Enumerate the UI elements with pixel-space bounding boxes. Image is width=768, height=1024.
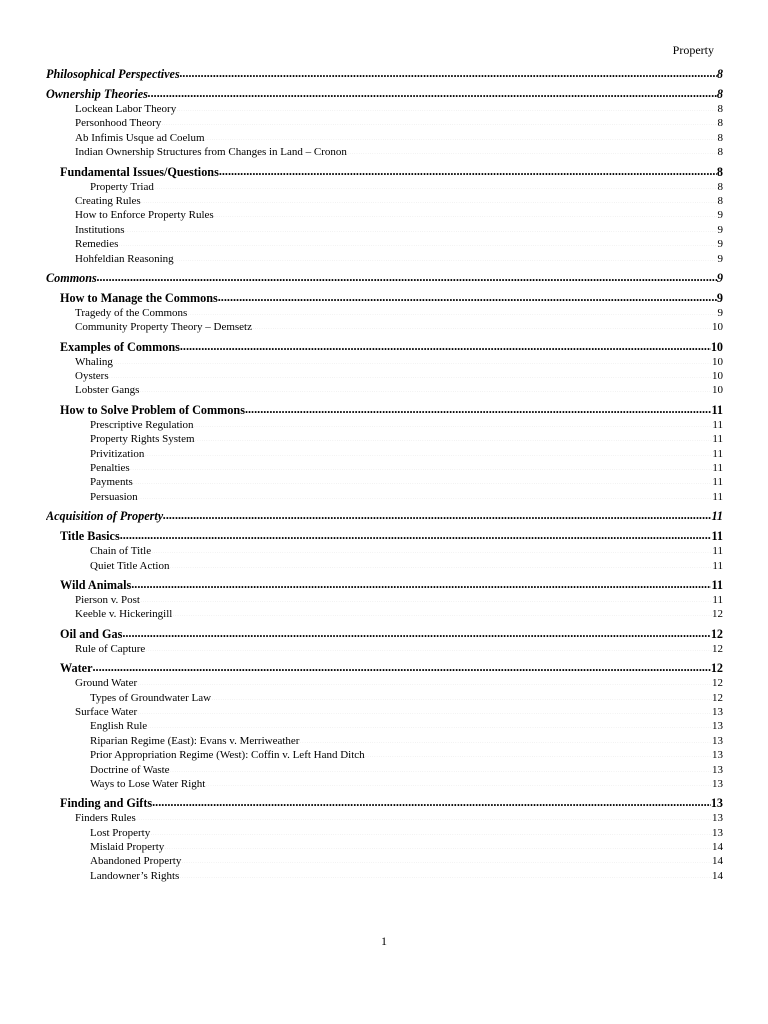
toc-entry-title: Wild Animals (60, 577, 132, 592)
toc-entry-page: 11 (712, 433, 723, 446)
toc-entry[interactable] (46, 339, 723, 355)
toc-entry-page: 11 (711, 509, 723, 524)
toc-entry-page: 8 (717, 131, 723, 144)
toc-entry-title: Oysters (75, 370, 109, 383)
toc-entry-page: 13 (712, 749, 723, 762)
toc-entry-title: Whaling (75, 355, 113, 368)
dot-leader (138, 490, 713, 499)
toc-entry[interactable] (46, 270, 723, 286)
dot-leader (139, 383, 712, 392)
toc-entry-title: Finders Rules (75, 812, 136, 825)
dot-leader (93, 660, 711, 671)
dot-leader (252, 320, 712, 329)
toc-entry-page: 11 (712, 545, 723, 558)
toc-entry[interactable] (46, 544, 723, 558)
dot-leader (137, 676, 712, 685)
page-number: 1 (381, 934, 387, 948)
toc-entry[interactable] (46, 102, 723, 116)
dot-leader (122, 626, 711, 637)
toc-entry[interactable] (46, 252, 723, 266)
toc-entry[interactable] (46, 559, 723, 573)
toc-entry-title: Hohfeldian Reasoning (75, 252, 174, 265)
toc-entry-title: Persuasion (90, 490, 138, 503)
dot-leader (164, 840, 712, 849)
toc-entry[interactable] (46, 369, 723, 383)
dot-leader (214, 208, 718, 217)
toc-entry[interactable] (46, 320, 723, 334)
toc-entry[interactable] (46, 355, 723, 369)
toc-entry-title: How to Enforce Property Rules (75, 209, 214, 222)
toc-entry[interactable] (46, 475, 723, 489)
dot-leader (194, 418, 713, 427)
toc-entry[interactable] (46, 447, 723, 461)
dot-leader (150, 826, 712, 835)
toc-entry-title: Personhood Theory (75, 117, 162, 130)
toc-entry[interactable] (46, 869, 723, 883)
toc-entry-page: 11 (712, 490, 723, 503)
dot-leader (299, 734, 712, 743)
toc-entry-title: Ab Infimis Usque ad Coelum (75, 131, 205, 144)
toc-entry[interactable] (46, 577, 723, 593)
toc-entry-title: Keeble v. Hickeringill (75, 608, 173, 621)
toc-entry-title: Lobster Gangs (75, 384, 140, 397)
toc-entry[interactable] (46, 676, 723, 690)
toc-entry-page: 8 (717, 180, 723, 193)
dot-leader (133, 475, 713, 484)
toc-entry[interactable] (46, 840, 723, 854)
dot-leader (152, 795, 711, 806)
dot-leader (169, 559, 712, 568)
toc-entry[interactable] (46, 593, 723, 607)
dot-leader (120, 528, 712, 539)
dot-leader (219, 164, 717, 175)
toc-entry[interactable] (46, 763, 723, 777)
toc-entry-page: 11 (712, 476, 723, 489)
toc-entry-page: 14 (712, 869, 723, 882)
toc-entry-page: 8 (717, 117, 723, 130)
running-header: Property (672, 43, 714, 57)
dot-leader (163, 508, 711, 519)
toc-entry-page: 13 (712, 826, 723, 839)
toc-entry[interactable] (46, 528, 723, 544)
toc-entry-page: 11 (711, 529, 723, 544)
toc-entry-title: Surface Water (75, 705, 138, 718)
dot-leader (109, 369, 712, 378)
toc-entry[interactable] (46, 402, 723, 418)
toc-entry-title: Abandoned Property (90, 855, 182, 868)
toc-entry[interactable] (46, 748, 723, 762)
toc-entry-page: 8 (716, 87, 723, 101)
toc-entry-page: 13 (712, 763, 723, 776)
toc-entry-title: Fundamental Issues/Questions (60, 164, 219, 179)
toc-entry[interactable] (46, 826, 723, 840)
toc-entry-page: 11 (712, 559, 723, 572)
toc-entry[interactable] (46, 164, 723, 180)
dot-leader (174, 252, 718, 261)
dot-leader (172, 607, 712, 616)
dot-leader (161, 116, 717, 125)
toc-entry-title: Lost Property (90, 826, 151, 839)
toc-entry[interactable] (46, 461, 723, 475)
toc-entry[interactable] (46, 418, 723, 432)
dot-leader (180, 66, 717, 77)
dot-leader (365, 748, 712, 757)
toc-entry-title: Examples of Commons (60, 339, 180, 354)
toc-entry-title: Oil and Gas (60, 626, 123, 641)
toc-entry-title: How to Solve Problem of Commons (60, 402, 245, 417)
dot-leader (137, 705, 712, 714)
toc-entry-title: Commons (46, 270, 97, 285)
toc-entry-title: Finding and Gifts (60, 796, 153, 811)
toc-entry-page: 10 (712, 321, 723, 334)
toc-entry-page: 11 (711, 402, 723, 417)
toc-entry[interactable] (46, 116, 723, 130)
dot-leader (151, 544, 712, 553)
toc-entry-page: 12 (712, 642, 723, 655)
toc-entry[interactable] (46, 208, 723, 222)
dot-leader (144, 447, 712, 456)
toc-entry-page: 12 (712, 677, 723, 690)
dot-leader (205, 131, 718, 140)
toc-entry-title: Privitization (90, 447, 145, 460)
toc-entry-page: 12 (712, 691, 723, 704)
toc-entry[interactable] (46, 432, 723, 446)
toc-entry[interactable] (46, 795, 723, 811)
dot-leader (180, 339, 711, 350)
toc-entry[interactable] (46, 306, 723, 320)
toc-entry-page: 8 (717, 103, 723, 115)
toc-entry-page: 9 (717, 223, 723, 236)
toc-entry-page: 12 (712, 608, 723, 621)
toc-entry-title: Property Rights System (90, 433, 195, 446)
toc-entry[interactable] (46, 66, 723, 82)
dot-leader (176, 102, 717, 111)
toc-entry-page: 12 (710, 661, 723, 676)
toc-entry-title: Penalties (90, 462, 130, 475)
toc-entry-title: Chain of Title (90, 545, 152, 558)
toc-entry-title: Prescriptive Regulation (90, 418, 194, 431)
dot-leader (218, 290, 717, 301)
dot-leader (154, 180, 718, 189)
toc-entry[interactable] (46, 508, 723, 524)
toc-entry-title: English Rule (90, 720, 148, 733)
toc-entry-page: 10 (712, 384, 723, 397)
toc-entry[interactable] (46, 237, 723, 251)
toc-entry[interactable] (46, 642, 723, 656)
toc-entry-page: 14 (712, 841, 723, 854)
toc-entry-page: 13 (712, 720, 723, 733)
dot-leader (136, 811, 712, 820)
toc-entry[interactable] (46, 290, 723, 306)
toc-entry-title: Water (60, 661, 93, 676)
toc-entry-page: 9 (717, 238, 723, 251)
dot-leader (147, 719, 712, 728)
toc-entry[interactable] (46, 705, 723, 719)
dot-leader (145, 642, 712, 651)
toc-entry-title: Tragedy of the Commons (75, 306, 188, 319)
dot-leader (125, 223, 718, 232)
toc-entry[interactable] (46, 660, 723, 676)
toc-entry[interactable] (46, 194, 723, 208)
dot-leader (347, 145, 718, 154)
toc-entry-page: 11 (712, 447, 723, 460)
toc-entry-page: 11 (711, 577, 723, 592)
toc-entry-page: 14 (712, 855, 723, 868)
toc-entry-page: 8 (716, 164, 723, 179)
toc-entry-page: 11 (712, 462, 723, 475)
dot-leader (130, 461, 713, 470)
toc-entry-page: 13 (712, 812, 723, 825)
toc-entry-page: 9 (717, 252, 723, 265)
table-of-contents (46, 66, 723, 883)
toc-entry-page: 11 (712, 593, 723, 606)
toc-entry-page: 13 (710, 796, 723, 811)
toc-entry-page: 9 (717, 306, 723, 319)
toc-entry[interactable] (46, 383, 723, 397)
toc-entry[interactable] (46, 145, 723, 159)
toc-entry[interactable] (46, 607, 723, 621)
toc-entry-title: Community Property Theory – Demsetz (75, 321, 252, 334)
toc-entry-title: Riparian Regime (East): Evans v. Merriweather (90, 734, 300, 747)
dot-leader (131, 577, 711, 588)
toc-entry[interactable] (46, 626, 723, 642)
toc-entry-title: Property Triad (90, 180, 154, 193)
toc-entry-page: 13 (712, 734, 723, 747)
toc-entry-title: Landowner’s Rights (90, 869, 180, 882)
toc-entry-title: Creating Rules (75, 194, 141, 207)
toc-entry[interactable] (46, 691, 723, 705)
toc-entry-page: 13 (712, 777, 723, 790)
dot-leader (179, 869, 712, 878)
dot-leader (211, 691, 712, 700)
dot-leader (205, 777, 712, 786)
toc-entry[interactable] (46, 777, 723, 791)
toc-entry[interactable] (46, 719, 723, 733)
toc-entry[interactable] (46, 131, 723, 145)
toc-entry[interactable] (46, 490, 723, 504)
toc-entry-title: Rule of Capture (75, 642, 146, 655)
toc-entry-title: Types of Groundwater Law (90, 691, 212, 704)
toc-entry[interactable] (46, 811, 723, 825)
toc-entry-title: Title Basics (60, 529, 120, 544)
dot-leader (97, 270, 717, 281)
dot-leader (181, 854, 712, 863)
toc-entry-page: 10 (712, 370, 723, 383)
dot-leader (118, 237, 717, 246)
toc-entry-page: 8 (717, 194, 723, 207)
toc-entry[interactable] (46, 223, 723, 237)
dot-leader (113, 355, 712, 364)
toc-entry-title: Quiet Title Action (90, 559, 170, 572)
toc-entry-title: Payments (90, 476, 133, 489)
toc-entry-title: Prior Appropriation Regime (West): Coffin v. Left Hand Ditch (90, 749, 365, 762)
toc-entry-title: Acquisition of Property (46, 509, 164, 524)
dot-leader (140, 593, 712, 602)
dot-leader (187, 306, 717, 315)
toc-entry-page: 9 (716, 290, 723, 305)
toc-entry-page: 12 (710, 626, 723, 641)
toc-entry-title: Ownership Theories (46, 87, 148, 101)
toc-entry-page: 10 (710, 339, 723, 354)
dot-leader (170, 763, 712, 772)
toc-entry[interactable] (46, 734, 723, 748)
toc-entry[interactable] (46, 180, 723, 194)
toc-entry-title: Institutions (75, 223, 125, 236)
dot-leader (148, 86, 717, 97)
dot-leader (245, 402, 712, 413)
toc-entry-title: Ways to Lose Water Right (90, 777, 206, 790)
toc-entry-title: Philosophical Perspectives (46, 67, 180, 81)
toc-entry-title: Doctrine of Waste (90, 763, 170, 776)
toc-entry-title: How to Manage the Commons (60, 290, 218, 305)
toc-entry-page: 10 (712, 355, 723, 368)
toc-entry-title: Ground Water (75, 677, 138, 690)
toc-entry-title: Lockean Labor Theory (75, 103, 177, 115)
toc-entry-title: Indian Ownership Structures from Changes in Land – Cronon (75, 146, 347, 159)
dot-leader (141, 194, 718, 203)
dot-leader (195, 432, 713, 441)
toc-entry-page: 8 (716, 67, 723, 81)
toc-entry[interactable] (46, 86, 723, 102)
toc-entry-title: Mislaid Property (90, 841, 165, 854)
toc-entry[interactable] (46, 854, 723, 868)
toc-entry-page: 13 (712, 705, 723, 718)
toc-entry-title: Pierson v. Post (75, 593, 140, 606)
toc-entry-page: 9 (717, 209, 723, 222)
toc-entry-page: 8 (717, 146, 723, 159)
toc-entry-page: 11 (712, 418, 723, 431)
toc-entry-title: Remedies (75, 238, 119, 251)
toc-entry-page: 9 (716, 270, 723, 285)
